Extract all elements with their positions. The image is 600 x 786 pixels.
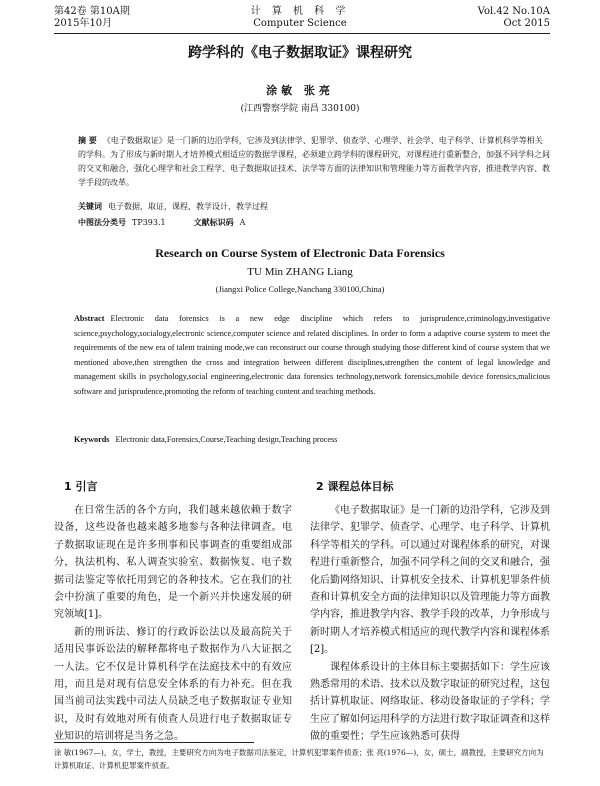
abstract-cn-text: 《电子数据取证》是一门新的边沿学科，它涉及到法律学、犯罪学、侦查学、心理学、社会学、电子科学、计算机科学等相关的学科。为了形成与新时期人才培养模式相适应的数据学课程，必须建立跨学科的课程研究，对课程进行重新整合，加强不同学科之间的交叉和融合，强化心理学和社会工程学、电子数据取证技术、法学等方面的法律知识和管理能力等方面教学内容，推进教学内容、教学手段的改革。: [78, 136, 550, 187]
authors-cn: 涂敏 张亮: [266, 84, 334, 97]
column-left: [54, 502, 292, 746]
journal-name-en: Computer Science: [253, 18, 347, 29]
classification-line: [78, 216, 550, 230]
section-heading-intro: 1 引言: [64, 480, 98, 493]
footnote: 涂 敏(1967—)，女，学士，教授，主要研究方向为电子数据司法鉴定，计算机犯罪案件侦查；张 亮(1976—)，女，硕士，副教授，主要研究方向为计算机取证、计算机犯罪案件侦查。: [54, 748, 544, 770]
intro-paragraph-2: 新的刑诉法、修订的行政诉讼法以及最高院关于适用民事诉讼法的解释都将电子数据作为八大证据之一人法。它不仅是计算机科学在法庭技术中的有效应用，而且是对现有信息安全体系的有力补充。但在我国当前司法实践中司法人员缺乏电子数据取证专业知识，及时有效地对所有侦查人员进行电子数据取证专业知识的培训将是当务之急。: [54, 626, 292, 743]
abstract-en-label: Abstract: [74, 314, 105, 323]
journal-name-cn: 计 算 机 科 学: [250, 6, 350, 17]
authors-en: TU Min ZHANG Liang: [247, 266, 353, 278]
volume-issue-en: Vol.42 No.10A: [477, 6, 550, 17]
classification-value: TP393.1: [132, 218, 166, 227]
header-rule: [54, 33, 550, 34]
keywords-cn: [78, 200, 550, 214]
affiliation-cn: (江西警察学院 南昌 330100): [240, 104, 360, 114]
intro-paragraph-1: 在日常生活的各个方向，我们越来越依赖于数字设备，这些设备也越来越多地参与各种法律调查。电子数据取证现在是许多刑事和民事调查的重要组成部分，执法机构、私人调查实验室、数据恢复、电子数据司法鉴定等依托用到它的各种技术。它在我们的社会中扮演了重要的角色，是一个新兴并快速发展的研究领域[1]。: [54, 505, 292, 621]
keywords-en-text: Electronic data,Forensics,Course,Teaching design,Teaching process: [115, 435, 338, 444]
goals-paragraph-1: 《电子数据取证》是一门新的边沿学科，它涉及到法律学、犯罪学、侦查学、心理学、电子科学、计算机科学等相关的学科。可以通过对课程体系的研究，对课程进行重新整合，加强不同学科之间的交叉和融合，强化后勤网络知识、计算机安全技术、计算机犯罪条件侦查和计算机安全方面的法律知识以及管理能力等方面教学内容，推进教学内容、教学手段的改革，力争形成与新时期人才培养模式相适应的现代教学内容和课程体系[2]。: [310, 505, 550, 656]
keywords-cn-label: 关键词: [78, 202, 102, 211]
abstract-cn-label: 摘 要: [78, 136, 97, 145]
affiliation-en: (Jiangxi Police College,Nanchang 330100,China): [215, 284, 385, 294]
footnote-rule: [54, 742, 254, 743]
volume-issue: 第42卷 第10A期: [54, 6, 130, 17]
doc-code-value: A: [239, 218, 246, 227]
keywords-en: [74, 433, 550, 448]
header-center: [200, 6, 400, 30]
header-right: [478, 6, 550, 30]
abstract-en: [74, 312, 550, 400]
header-left: [54, 6, 130, 30]
section-heading-goals: 2 课程总体目标: [316, 480, 394, 493]
keywords-cn-text: 电子数据，取证，课程，教学设计，教学过程: [108, 202, 268, 211]
abstract-cn: [78, 134, 550, 190]
doc-code-label: 文献标识码: [193, 218, 234, 227]
paper-title-en: Research on Course System of Electronic Data Forensics: [155, 246, 445, 260]
abstract-en-text: Electronic data forensics is a new edge discipline which refers to jurisprudence,criminology,investigative science,psychology,socialogy,electronic science,computer science and related disciplines. In order to form a adaptive course system to meet the requirements of the new era of talent training mode,we can reconstruct our course through studying those different kind of course system that we mentioned above,then strengthen the cross and integration between different disciplines,strengthen the content of legal knowledge and management skills in psychology,social engineering,electronic data forensics technology,network forensics,mobile device forensics,malicious software and jurisprudence,promoting the reform of teaching content and teaching methods.: [74, 314, 550, 396]
classification-label: 中图法分类号: [78, 218, 126, 227]
keywords-en-label: Keywords: [74, 435, 110, 444]
publication-date: 2015年10月: [54, 18, 113, 29]
goals-paragraph-2: 课程体系设计的主体目标主要据括如下：学生应该熟悉常用的术语、技术以及数字取证的研究过程，这包括计算机取证、网络取证、移动设备取证的子学科；学生应了解如何运用科学的方法进行数字取证调查和这样做的重要性；学生应该熟悉可获得: [310, 661, 550, 743]
paper-title-cn: 跨学科的《电子数据取证》课程研究: [188, 45, 412, 61]
column-right: [310, 502, 550, 746]
publication-date-en: Oct 2015: [503, 18, 550, 29]
